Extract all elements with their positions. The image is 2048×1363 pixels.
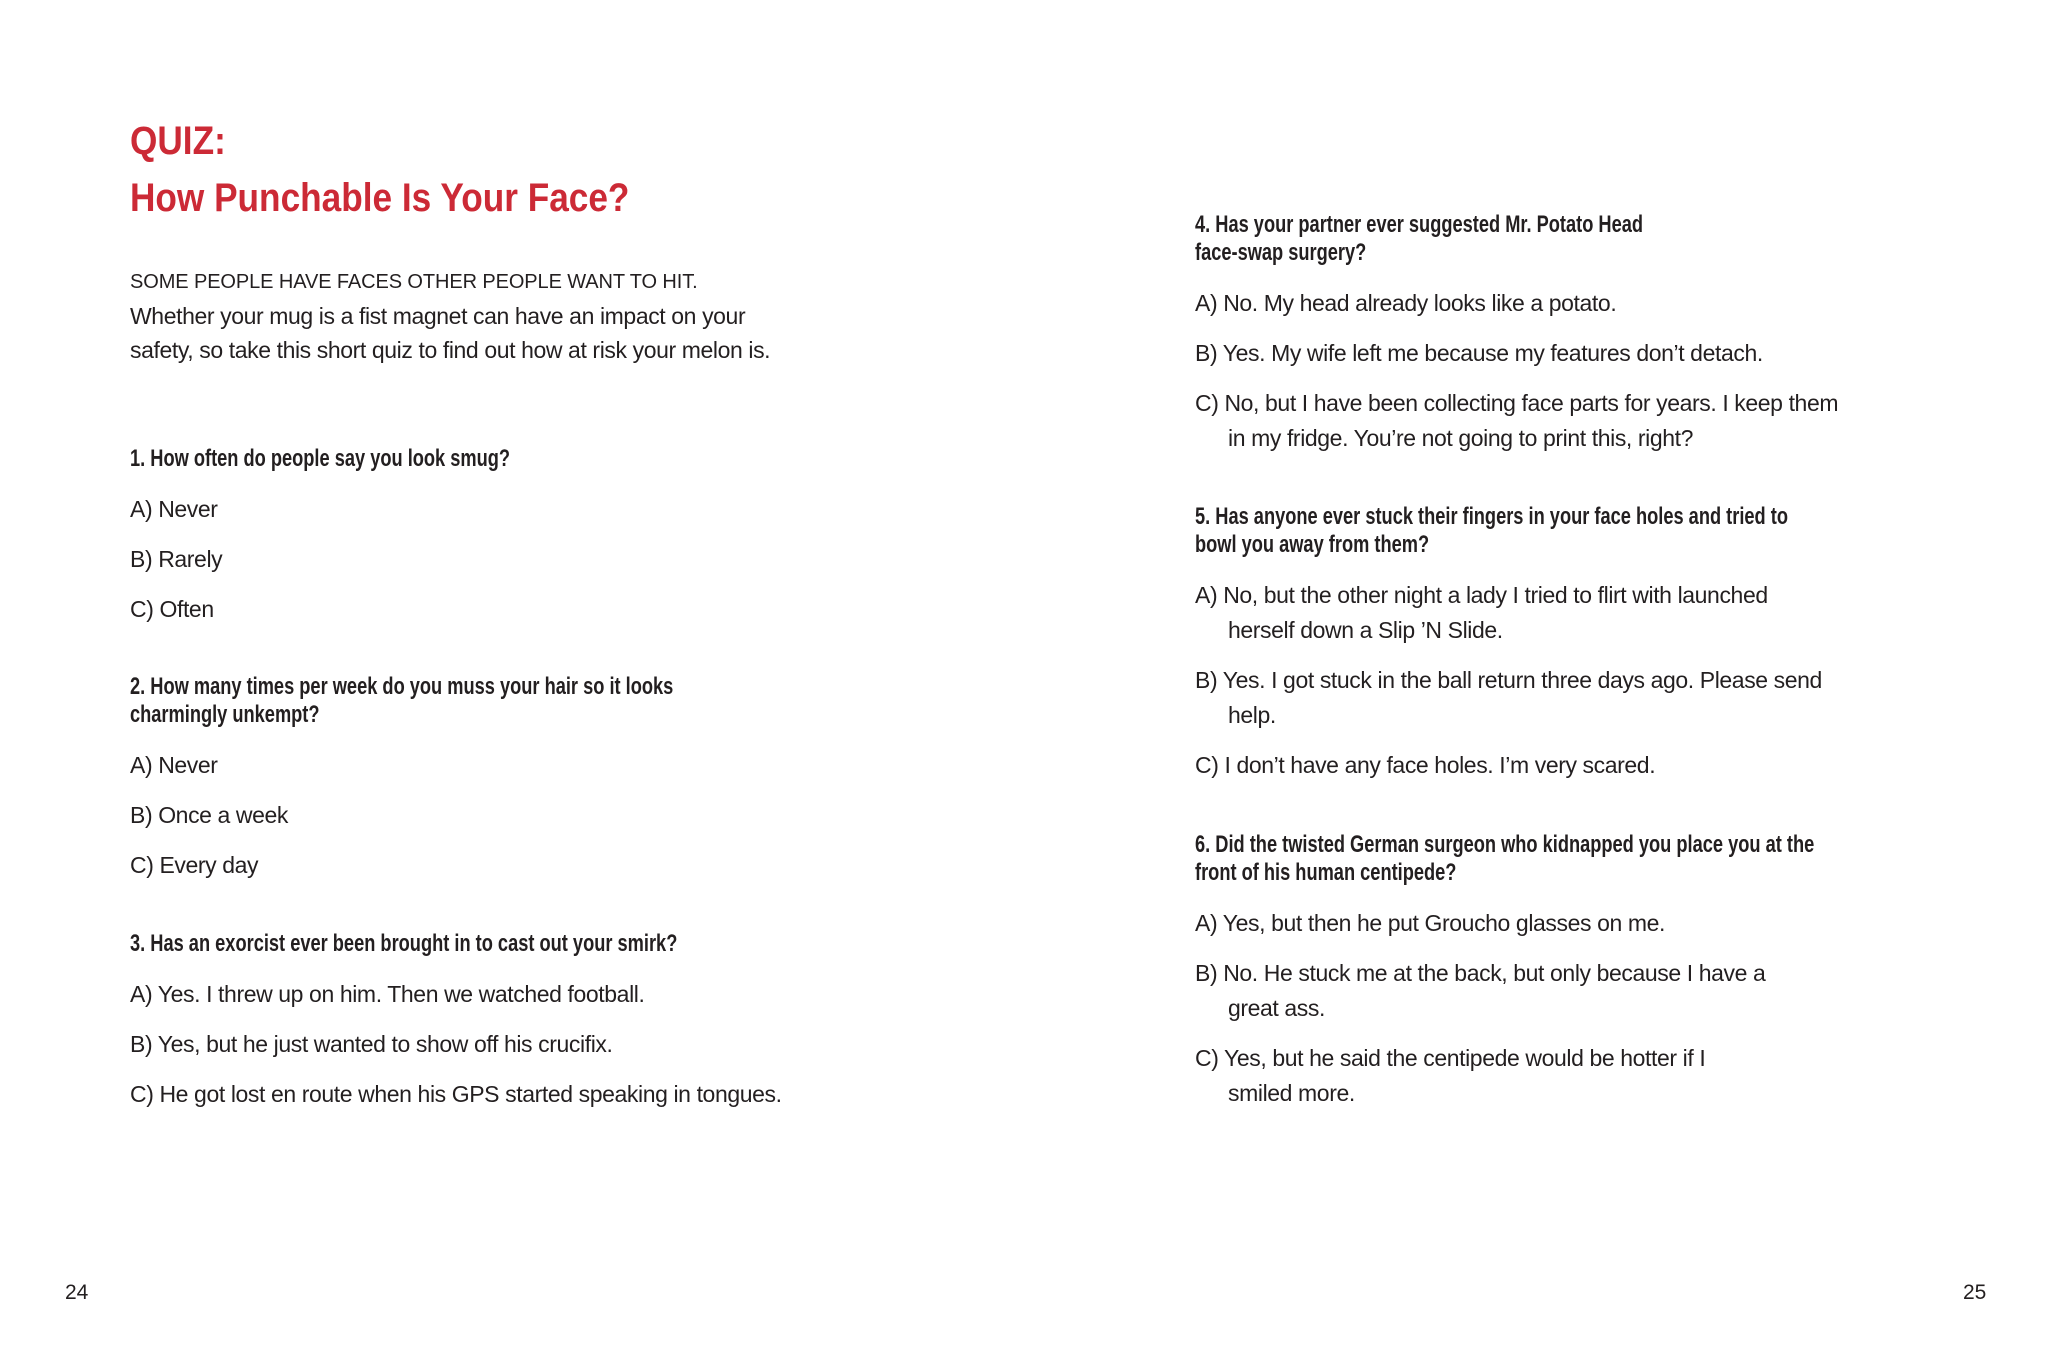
- answer-option-a[interactable]: [1195, 906, 1995, 941]
- question-text: [1195, 211, 1995, 267]
- answer-option-line: help.: [1228, 702, 1276, 728]
- page-title: [130, 113, 698, 227]
- title-quiz-label: QUIZ:: [130, 119, 226, 163]
- answer-option-c[interactable]: [130, 848, 930, 883]
- answer-option-line: A) No, but the other night a lady I tried to flirt with launched: [1195, 582, 1768, 608]
- answer-option-line: great ass.: [1228, 995, 1325, 1021]
- answer-option-c[interactable]: [1195, 386, 1995, 456]
- answer-option-line: B) Once a week: [130, 802, 289, 828]
- answer-option-line: C) Yes, but he said the centipede would be hotter if I: [1195, 1045, 1706, 1071]
- answer-option-c[interactable]: [130, 1077, 930, 1112]
- question-3: [130, 930, 930, 1112]
- answer-option-a[interactable]: [130, 748, 930, 783]
- answer-option-line: B) No. He stuck me at the back, but only because I have a: [1195, 960, 1766, 986]
- answer-option-line: A) Never: [130, 752, 218, 778]
- page-number-left: 24: [65, 1281, 89, 1304]
- answer-option-a[interactable]: [1195, 286, 1995, 321]
- question-line: 4. Has your partner ever suggested Mr. Potato Head: [1195, 211, 1644, 238]
- question-1: [130, 445, 930, 627]
- answer-options: [130, 748, 930, 883]
- question-line: front of his human centipede?: [1195, 859, 1457, 886]
- question-line: 6. Did the twisted German surgeon who kidnapped you place you at the: [1195, 831, 1815, 858]
- answer-option-line: A) No. My head already looks like a potato.: [1195, 290, 1617, 316]
- question-line: 2. How many times per week do you muss your hair so it looks: [130, 673, 674, 700]
- answer-option-b[interactable]: [130, 542, 930, 577]
- answer-options: [130, 977, 930, 1112]
- question-text: [1195, 503, 1995, 559]
- answer-option-a[interactable]: [130, 492, 930, 527]
- answer-option-line: B) Yes. I got stuck in the ball return three days ago. Please send: [1195, 667, 1822, 693]
- question-text: [130, 930, 930, 958]
- answer-option-a[interactable]: [130, 977, 930, 1012]
- intro-line: safety, so take this short quiz to find out how at risk your melon is.: [130, 337, 771, 363]
- answer-option-line: C) He got lost en route when his GPS started speaking in tongues.: [130, 1081, 782, 1107]
- answer-option-c[interactable]: [1195, 748, 1995, 783]
- answer-option-line: in my fridge. You’re not going to print this, right?: [1228, 425, 1694, 451]
- question-text: [130, 673, 930, 729]
- answer-option-c[interactable]: [130, 592, 930, 627]
- answer-option-line: A) Never: [130, 496, 218, 522]
- answer-option-b[interactable]: [1195, 663, 1995, 733]
- answer-option-line: C) Often: [130, 596, 214, 622]
- answer-option-line: B) Yes, but he just wanted to show off his crucifix.: [130, 1031, 613, 1057]
- question-5: [1195, 503, 1995, 783]
- page-number-right: 25: [1963, 1281, 1987, 1304]
- intro-paragraph: [130, 265, 770, 367]
- answer-option-b[interactable]: [130, 1027, 930, 1062]
- question-text: [130, 445, 930, 473]
- question-line: face-swap surgery?: [1195, 239, 1367, 266]
- question-4: [1195, 211, 1995, 456]
- question-line: 5. Has anyone ever stuck their fingers in your face holes and tried to: [1195, 503, 1788, 530]
- answer-options: [130, 492, 930, 627]
- intro-lead-in: SOME PEOPLE HAVE FACES OTHER PEOPLE WANT TO HIT.: [130, 271, 698, 293]
- answer-option-line: herself down a Slip ’N Slide.: [1228, 617, 1503, 643]
- answer-options: [1195, 286, 1995, 456]
- answer-option-line: C) I don’t have any face holes. I’m very scared.: [1195, 752, 1656, 778]
- answer-option-c[interactable]: [1195, 1041, 1995, 1111]
- answer-option-b[interactable]: [1195, 336, 1995, 371]
- answer-options: [1195, 906, 1995, 1111]
- answer-option-a[interactable]: [1195, 578, 1995, 648]
- answer-option-line: B) Yes. My wife left me because my features don’t detach.: [1195, 340, 1763, 366]
- question-line: 3. Has an exorcist ever been brought in to cast out your smirk?: [130, 930, 678, 957]
- question-line: 1. How often do people say you look smug?: [130, 445, 511, 472]
- answer-option-b[interactable]: [130, 798, 930, 833]
- answer-option-line: A) Yes, but then he put Groucho glasses on me.: [1195, 910, 1666, 936]
- question-text: [1195, 831, 1995, 887]
- question-6: [1195, 831, 1995, 1111]
- answer-option-line: smiled more.: [1228, 1080, 1355, 1106]
- question-line: bowl you away from them?: [1195, 531, 1430, 558]
- answer-option-line: C) No, but I have been collecting face parts for years. I keep them: [1195, 390, 1839, 416]
- answer-option-line: A) Yes. I threw up on him. Then we watched football.: [130, 981, 645, 1007]
- answer-options: [1195, 578, 1995, 783]
- answer-option-b[interactable]: [1195, 956, 1995, 1026]
- title-heading: How Punchable Is Your Face?: [130, 176, 630, 220]
- question-line: charmingly unkempt?: [130, 701, 320, 728]
- intro-line: Whether your mug is a fist magnet can have an impact on your: [130, 303, 746, 329]
- answer-option-line: C) Every day: [130, 852, 259, 878]
- question-2: [130, 673, 930, 883]
- answer-option-line: B) Rarely: [130, 546, 223, 572]
